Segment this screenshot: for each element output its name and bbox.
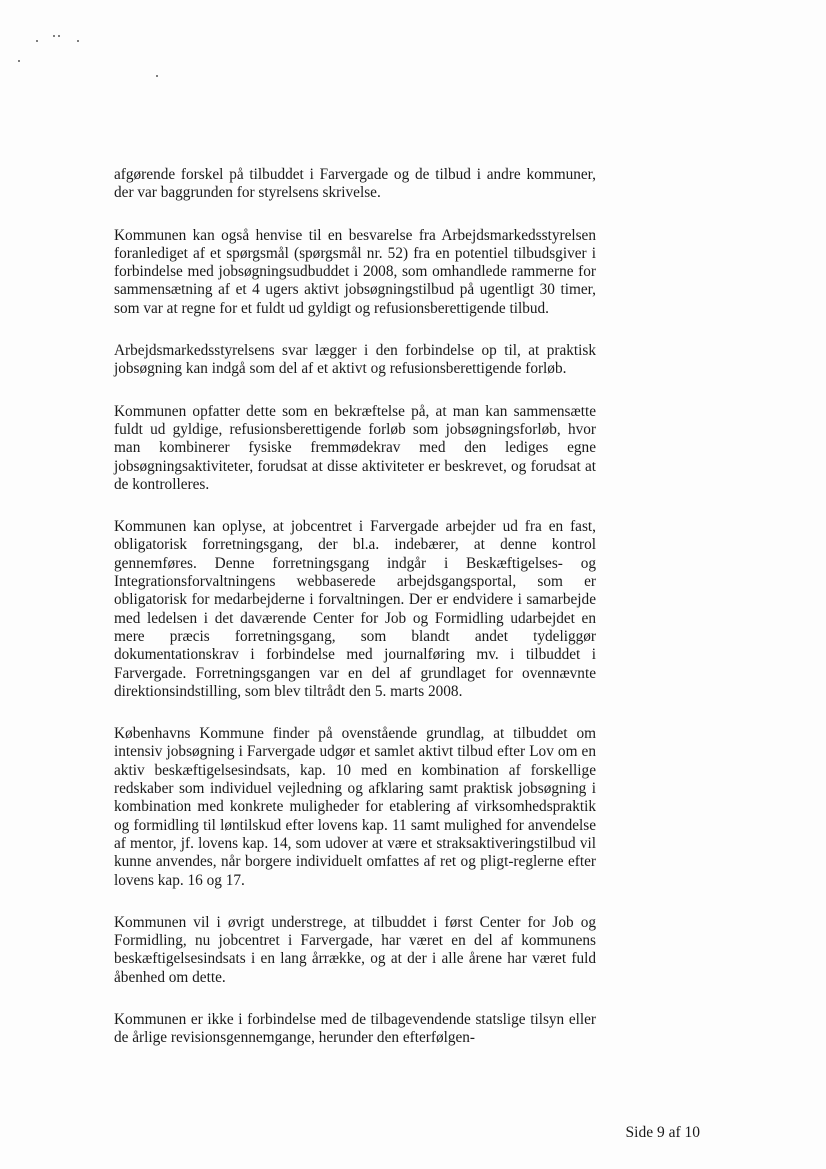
paragraph: afgørende forskel på tilbuddet i Farvergade og de tilbud i andre kommuner, der var baggrunden for styrelsens skrivelse. [114,166,596,202]
paragraph: Kommunen er ikke i forbindelse med de tilbagevendende statslige tilsyn eller de årlige revisionsgennemgange, herunder den efterfølgen- [114,1010,596,1047]
paragraph: Københavns Kommune finder på ovenstående grundlag, at tilbuddet om intensiv jobsøgning i Farvergade udgør et samlet aktivt tilbud efter Lov om en aktiv beskæftigelsesindsats, kap. 10 med en kombination af forskellige redskaber som individuel vejledning og afklaring samt praktisk jobsøgning i kombination med konkrete muligheder for etablering af virksomhedspraktik og formidling til løntilskud efter lovens kap. 11 samt mulighed for anvendelse af mentor, jf. lovens kap. 14, som udover at være et straksaktiveringstilbud vil kunne anvendes, når borgere individuelt omfattes af ret og pligt-reglerne efter lovens kap. 16 og 17. [114,725,596,889]
page-number: Side 9 af 10 [625,1124,700,1141]
paragraph: Kommunen kan også henvise til en besvarelse fra Arbejdsmarkedsstyrelsen foranlediget af et spørgsmål (spørgsmål nr. 52) fra en potentiel tilbudsgiver i forbindelse med jobsøgningsudbuddet i 2008, som omhandlede rammerne for sammensætning af et 4 ugers aktivt jobsøgningstilbud på ugentligt 30 timer, som var at regne for et fuldt ud gyldigt og refusionsberettigende tilbud. [114,226,596,317]
scan-speck [36,40,38,42]
document-body [114,166,596,1072]
paragraph: Arbejdsmarkedsstyrelsens svar lægger i den forbindelse op til, at praktisk jobsøgning kan indgå som del af et aktivt og refusionsberettigende forløb. [114,342,596,378]
scan-speck [156,75,158,77]
scan-speck [77,40,79,42]
paragraph: Kommunen vil i øvrigt understrege, at tilbuddet i først Center for Job og Formidling, nu jobcentret i Farvergade, har været en del af kommunens beskæftigelsesindsats i en lang årrække, og at der i alle årene har været fuld åbenhed om dette. [114,913,596,986]
scan-speck [53,35,55,37]
paragraph: Kommunen kan oplyse, at jobcentret i Farvergade arbejder ud fra en fast, obligatorisk forretningsgang, der bl.a. indebærer, at denne kontrol gennemføres. Denne forretningsgang indgår i Beskæftigelses- og Integrationsforvaltningens webbaserede arbejdsgangsportal, som er obligatorisk for medarbejderne i forvaltningen. Der er endvidere i samarbejde med ledelsen i det daværende Center for Job og Formidling udarbejdet en mere præcis forretningsgang, som blandt andet tydeliggør dokumentationskrav i forbindelse med journalføring mv. i tilbuddet i Farvergade. Forretningsgangen var en del af grundlaget for ovennævnte direktionsindstilling, som blev tiltrådt den 5. marts 2008. [114,518,596,700]
scan-speck [18,60,20,62]
scan-speck [58,35,60,37]
paragraph: Kommunen opfatter dette som en bekræftelse på, at man kan sammensætte fuldt ud gyldige, refusionsberettigende forløb som jobsøgningsforløb, hvor man kombinerer fysiske fremmødekrav med den lediges egne jobsøgningsaktiviteter, forudsat at disse aktiviteter er beskrevet, og forudsat at de kontrolleres. [114,402,596,493]
